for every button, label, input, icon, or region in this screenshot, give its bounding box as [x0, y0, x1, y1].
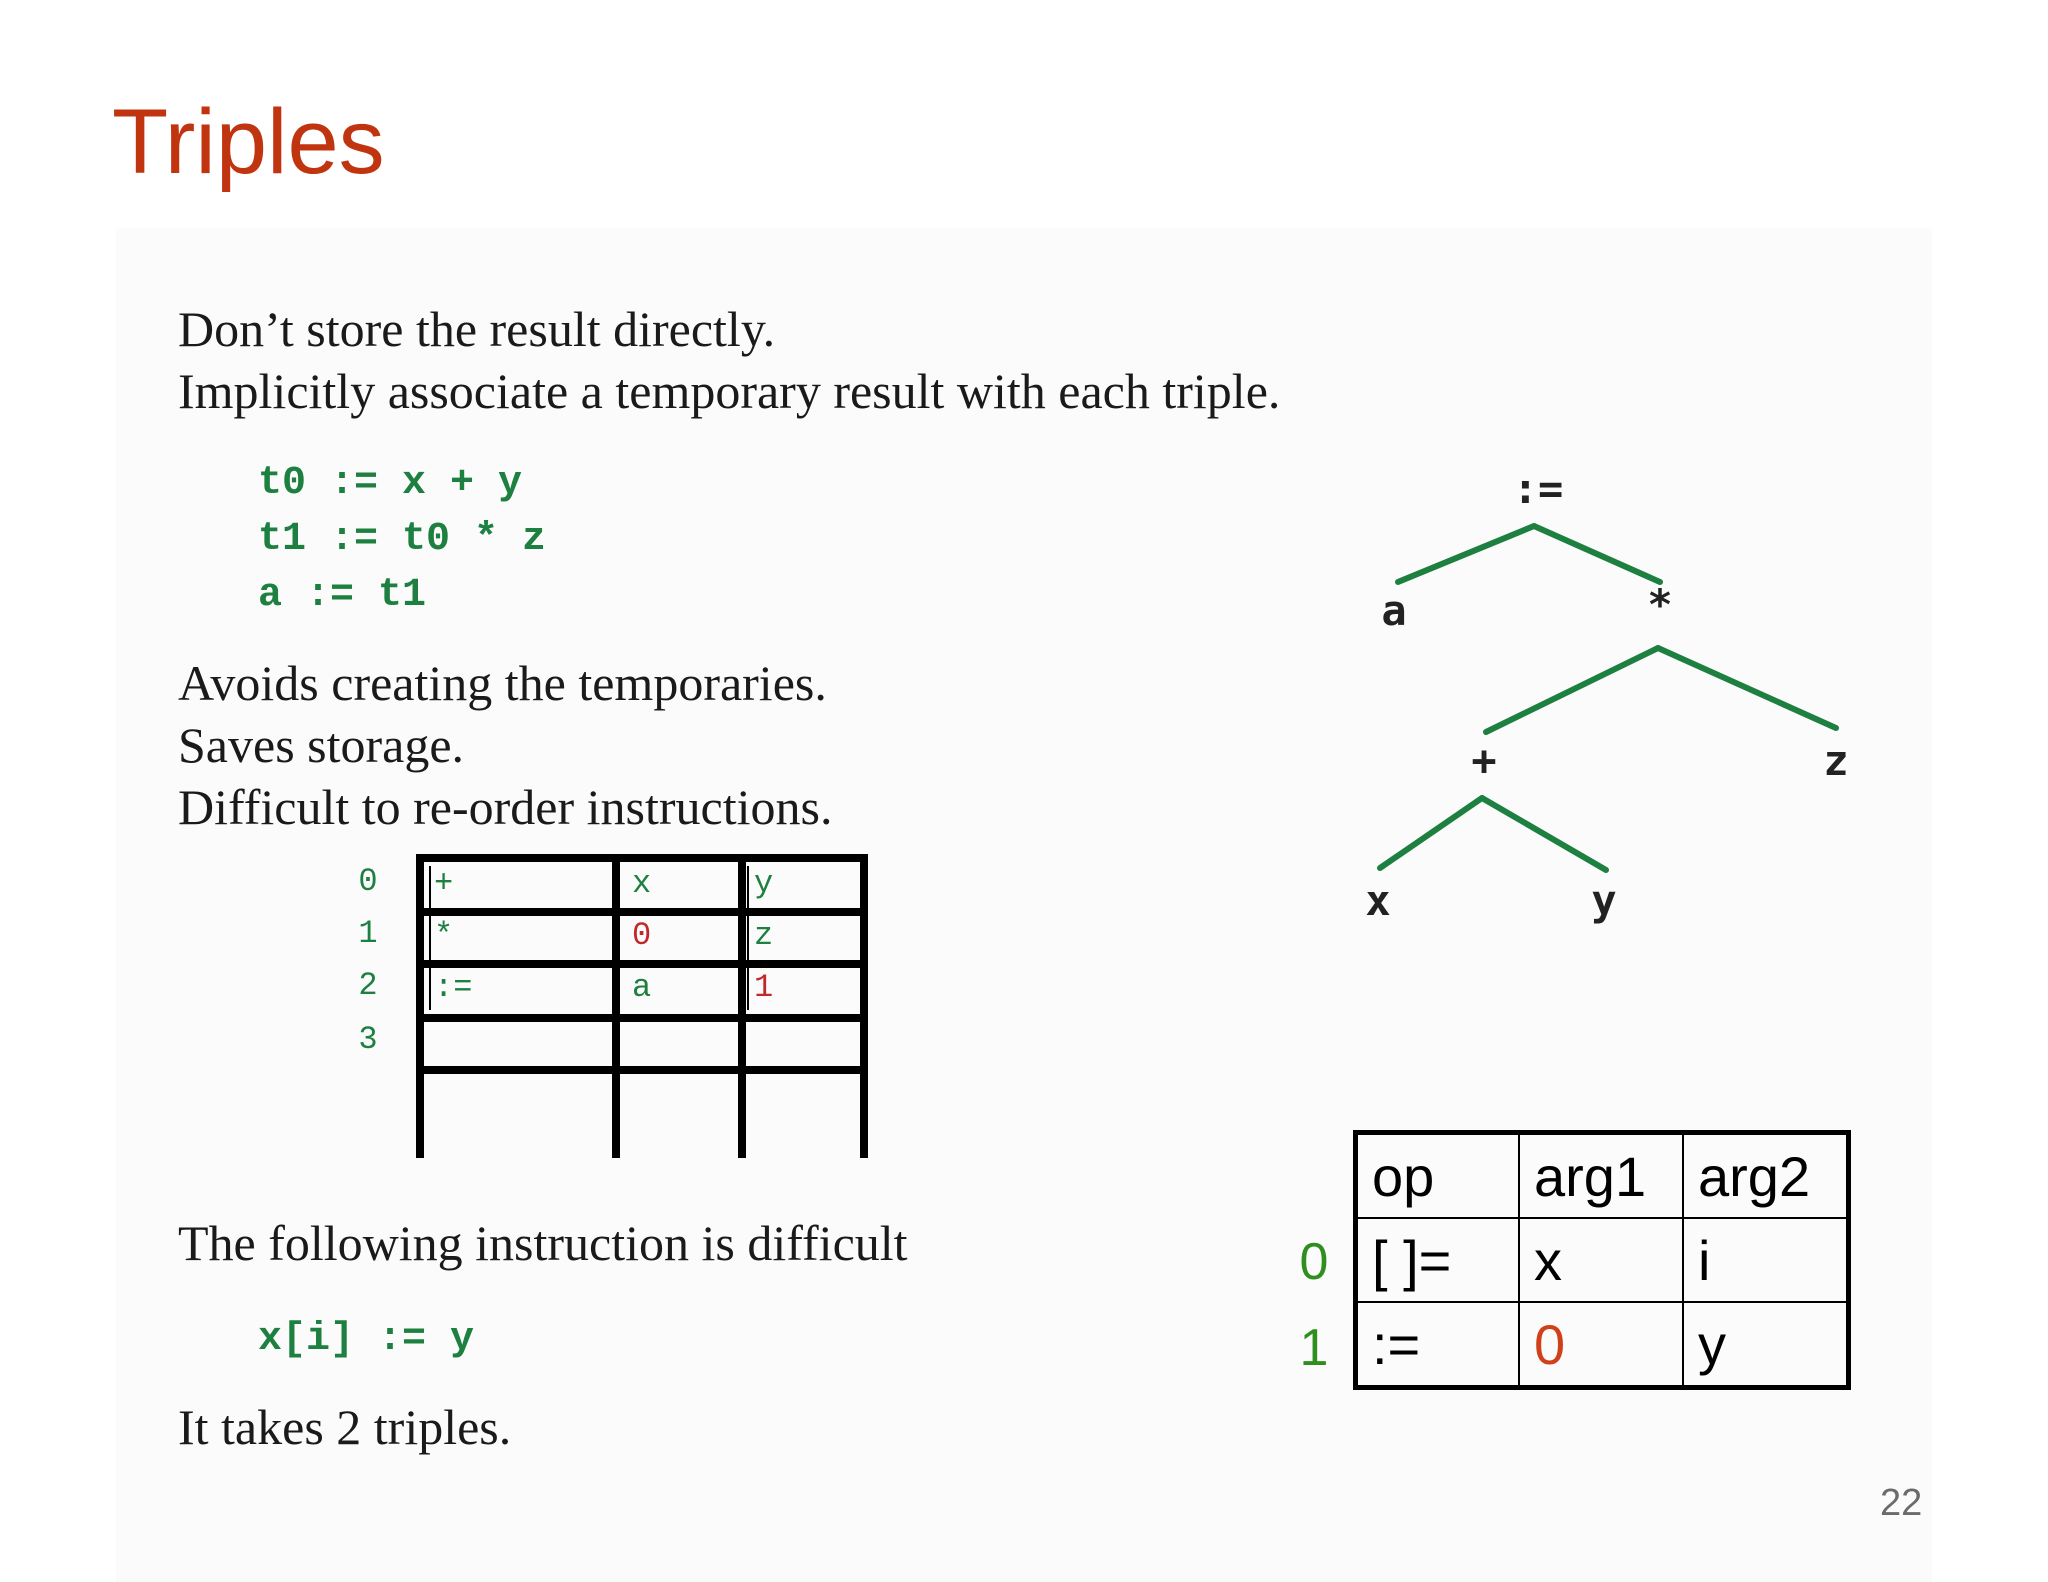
cell-arg1: 0	[632, 917, 652, 954]
row-index: 3	[358, 1021, 378, 1058]
page-number: 22	[1880, 1482, 1923, 1524]
cell-arg1: 0	[1519, 1302, 1683, 1388]
cell-arg1: x	[1519, 1218, 1683, 1302]
cell-op: :=	[1356, 1302, 1520, 1388]
difficult-code: x[i] := y	[258, 1317, 475, 1362]
cell-arg2: y	[1683, 1302, 1849, 1388]
table-row	[1356, 1302, 1849, 1388]
header-op: op	[1356, 1133, 1520, 1219]
intro-line: Implicitly associate a temporary result with each triple.	[178, 363, 1281, 419]
intro-line: Don’t store the result directly.	[178, 301, 776, 357]
note-line: Difficult to re-order instructions.	[178, 779, 833, 835]
tree-node-plus: +	[1471, 736, 1497, 785]
slide-title: Triples	[112, 91, 385, 193]
cell-op: +	[434, 865, 454, 902]
tree-node-y: y	[1591, 876, 1617, 925]
row-index: 0	[358, 863, 378, 900]
cell-op: [ ]=	[1356, 1218, 1520, 1302]
triples-row-index: 1	[1299, 1319, 1329, 1377]
triples-row-index: 0	[1299, 1233, 1329, 1291]
tree-node-x: x	[1365, 876, 1391, 925]
code-line: t1 := t0 * z	[258, 517, 547, 562]
table-row	[1356, 1218, 1849, 1302]
difficult-text: The following instruction is difficult	[178, 1215, 908, 1271]
tree-node-multiply: *	[1647, 580, 1673, 629]
takes-text: It takes 2 triples.	[178, 1399, 512, 1455]
cell-arg2: i	[1683, 1218, 1849, 1302]
tree-node-z: z	[1823, 736, 1849, 785]
header-arg1: arg1	[1519, 1133, 1683, 1219]
cell-arg2: 1	[754, 969, 774, 1006]
header-arg2: arg2	[1683, 1133, 1849, 1219]
row-index: 1	[358, 915, 378, 952]
row-index: 2	[358, 967, 378, 1004]
tree-node-a: a	[1381, 586, 1407, 635]
cell-arg1: a	[632, 969, 652, 1006]
cell-arg1: x	[632, 865, 652, 902]
code-line: t0 := x + y	[258, 461, 523, 506]
note-line: Saves storage.	[178, 717, 465, 773]
tree-node-assign: :=	[1512, 464, 1564, 513]
cell-arg2: z	[754, 917, 774, 954]
note-line: Avoids creating the temporaries.	[178, 655, 827, 711]
triples-table	[1353, 1130, 1851, 1390]
table-header-row	[1356, 1133, 1849, 1219]
cell-op: :=	[434, 969, 473, 1006]
cell-op: *	[434, 917, 454, 954]
cell-arg2: y	[754, 865, 774, 902]
code-line: a := t1	[258, 573, 427, 618]
